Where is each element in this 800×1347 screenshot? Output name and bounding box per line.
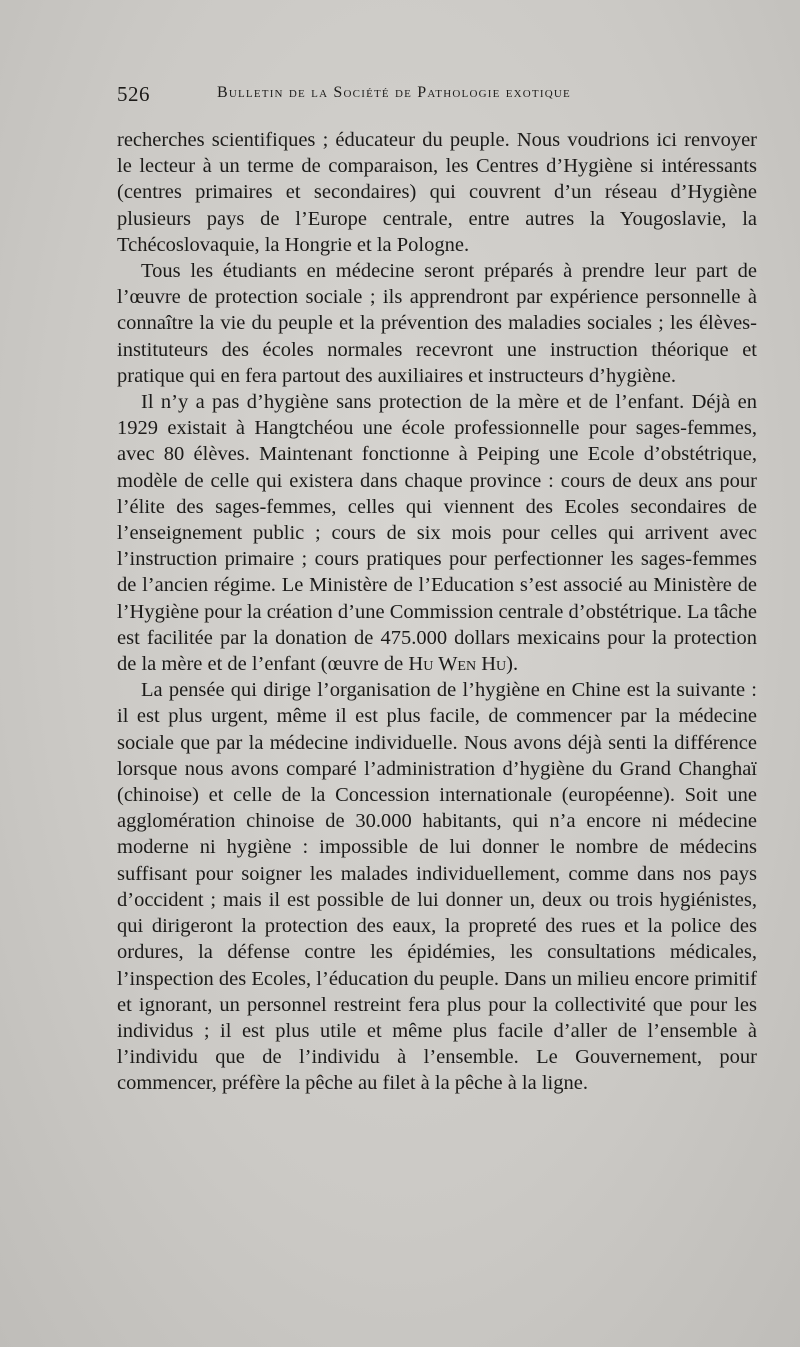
paragraph-continuation: recherches scientifiques ; éducateur du peuple. Nous voudrions ici renvoyer le lecteur à un terme de comparaison, les Centres d’Hygiène si intéressants (centres primaires et secondaires) qui couvrent d’un réseau d’Hygiène plusieurs pays de l’Europe centrale, entre autres la Yougoslavie, la Tchécoslovaquie, la Hongrie et la Pologne. bbox=[117, 129, 757, 256]
running-title: Bulletin de la Société de Pathologie exotique bbox=[217, 84, 571, 101]
person-name: Hu Wen Hu bbox=[408, 653, 507, 676]
paragraph-text: Il n’y a pas d’hygiène sans protection de la mère et de l’enfant. Déjà en 1929 existait à Hangtchéou une école professionnelle pour sages-femmes, avec 80 élèves. Maintenant fonctionne à Peiping une Ecole d’obstétrique, modèle de celle qui existera dans chaque province : cours de deux ans pour l’élite des sages-femmes, celles qui viennent des Ecoles secondaires de l’enseignement public ; cours de six mois pour celles qui arrivent avec l’instruction primaire ; cours pratiques pour perfectionner les sages-femmes de l’ancien régime. Le Ministère de l’Education s’est associé au Ministère de l’Hygiène pour la création d’une Commission centrale d’obstétrique. La tâche est facilitée par la donation de 475.000 dollars mexicains pour la protection de la mère et de l’enfant (œuvre de bbox=[117, 391, 757, 676]
page-number: 526 bbox=[117, 82, 150, 106]
page-header bbox=[117, 82, 757, 112]
paragraph-maternal-protection bbox=[117, 389, 757, 677]
paragraph-medical-students: Tous les étudiants en médecine seront préparés à prendre leur part de l’œuvre de protection sociale ; ils apprendront par expérience personnelle à connaître la vie du peuple et la prévention des maladies sociales ; les élèves-instituteurs des écoles normales recevront une instruction théorique et pratique qui en fera partout des auxiliaires et instructeurs d’hygiène. bbox=[117, 260, 757, 387]
body-text bbox=[117, 127, 757, 1097]
paragraph-hygiene-organisation: La pensée qui dirige l’organisation de l’hygiène en Chine est la suivante : il est plus urgent, même il est plus facile, de commencer par la médecine sociale que par la médecine individuelle. Nous avons déjà senti la différence lorsque nous avons comparé l’administration d’hygiène du Grand Changhaï (chinoise) et celle de la Concession internationale (européenne). Soit une agglomération chinoise de 30.000 habitants, qui n’a encore ni médecine moderne ni hygiène : impossible de lui donner le nombre de médecins suffisant pour soigner les malades individuellement, comme dans nos pays d’occident ; mais il est possible de lui donner un, deux ou trois hygiénistes, qui dirigeront la protection des eaux, la propreté des rues et la police des ordures, la défense contre les épidémies, les consultations médicales, l’inspection des Ecoles, l’éducation du peuple. Dans un milieu encore primitif et ignorant, un personnel restreint fera plus pour la collectivité que pour les individus ; il est plus utile et même plus facile d’aller de l’ensemble à l’individu que de l’individu à l’ensemble. Le Gouvernement, pour commencer, préfère la pêche au filet à la pêche à la ligne. bbox=[117, 679, 757, 1095]
paragraph-closing: ). bbox=[506, 653, 519, 676]
